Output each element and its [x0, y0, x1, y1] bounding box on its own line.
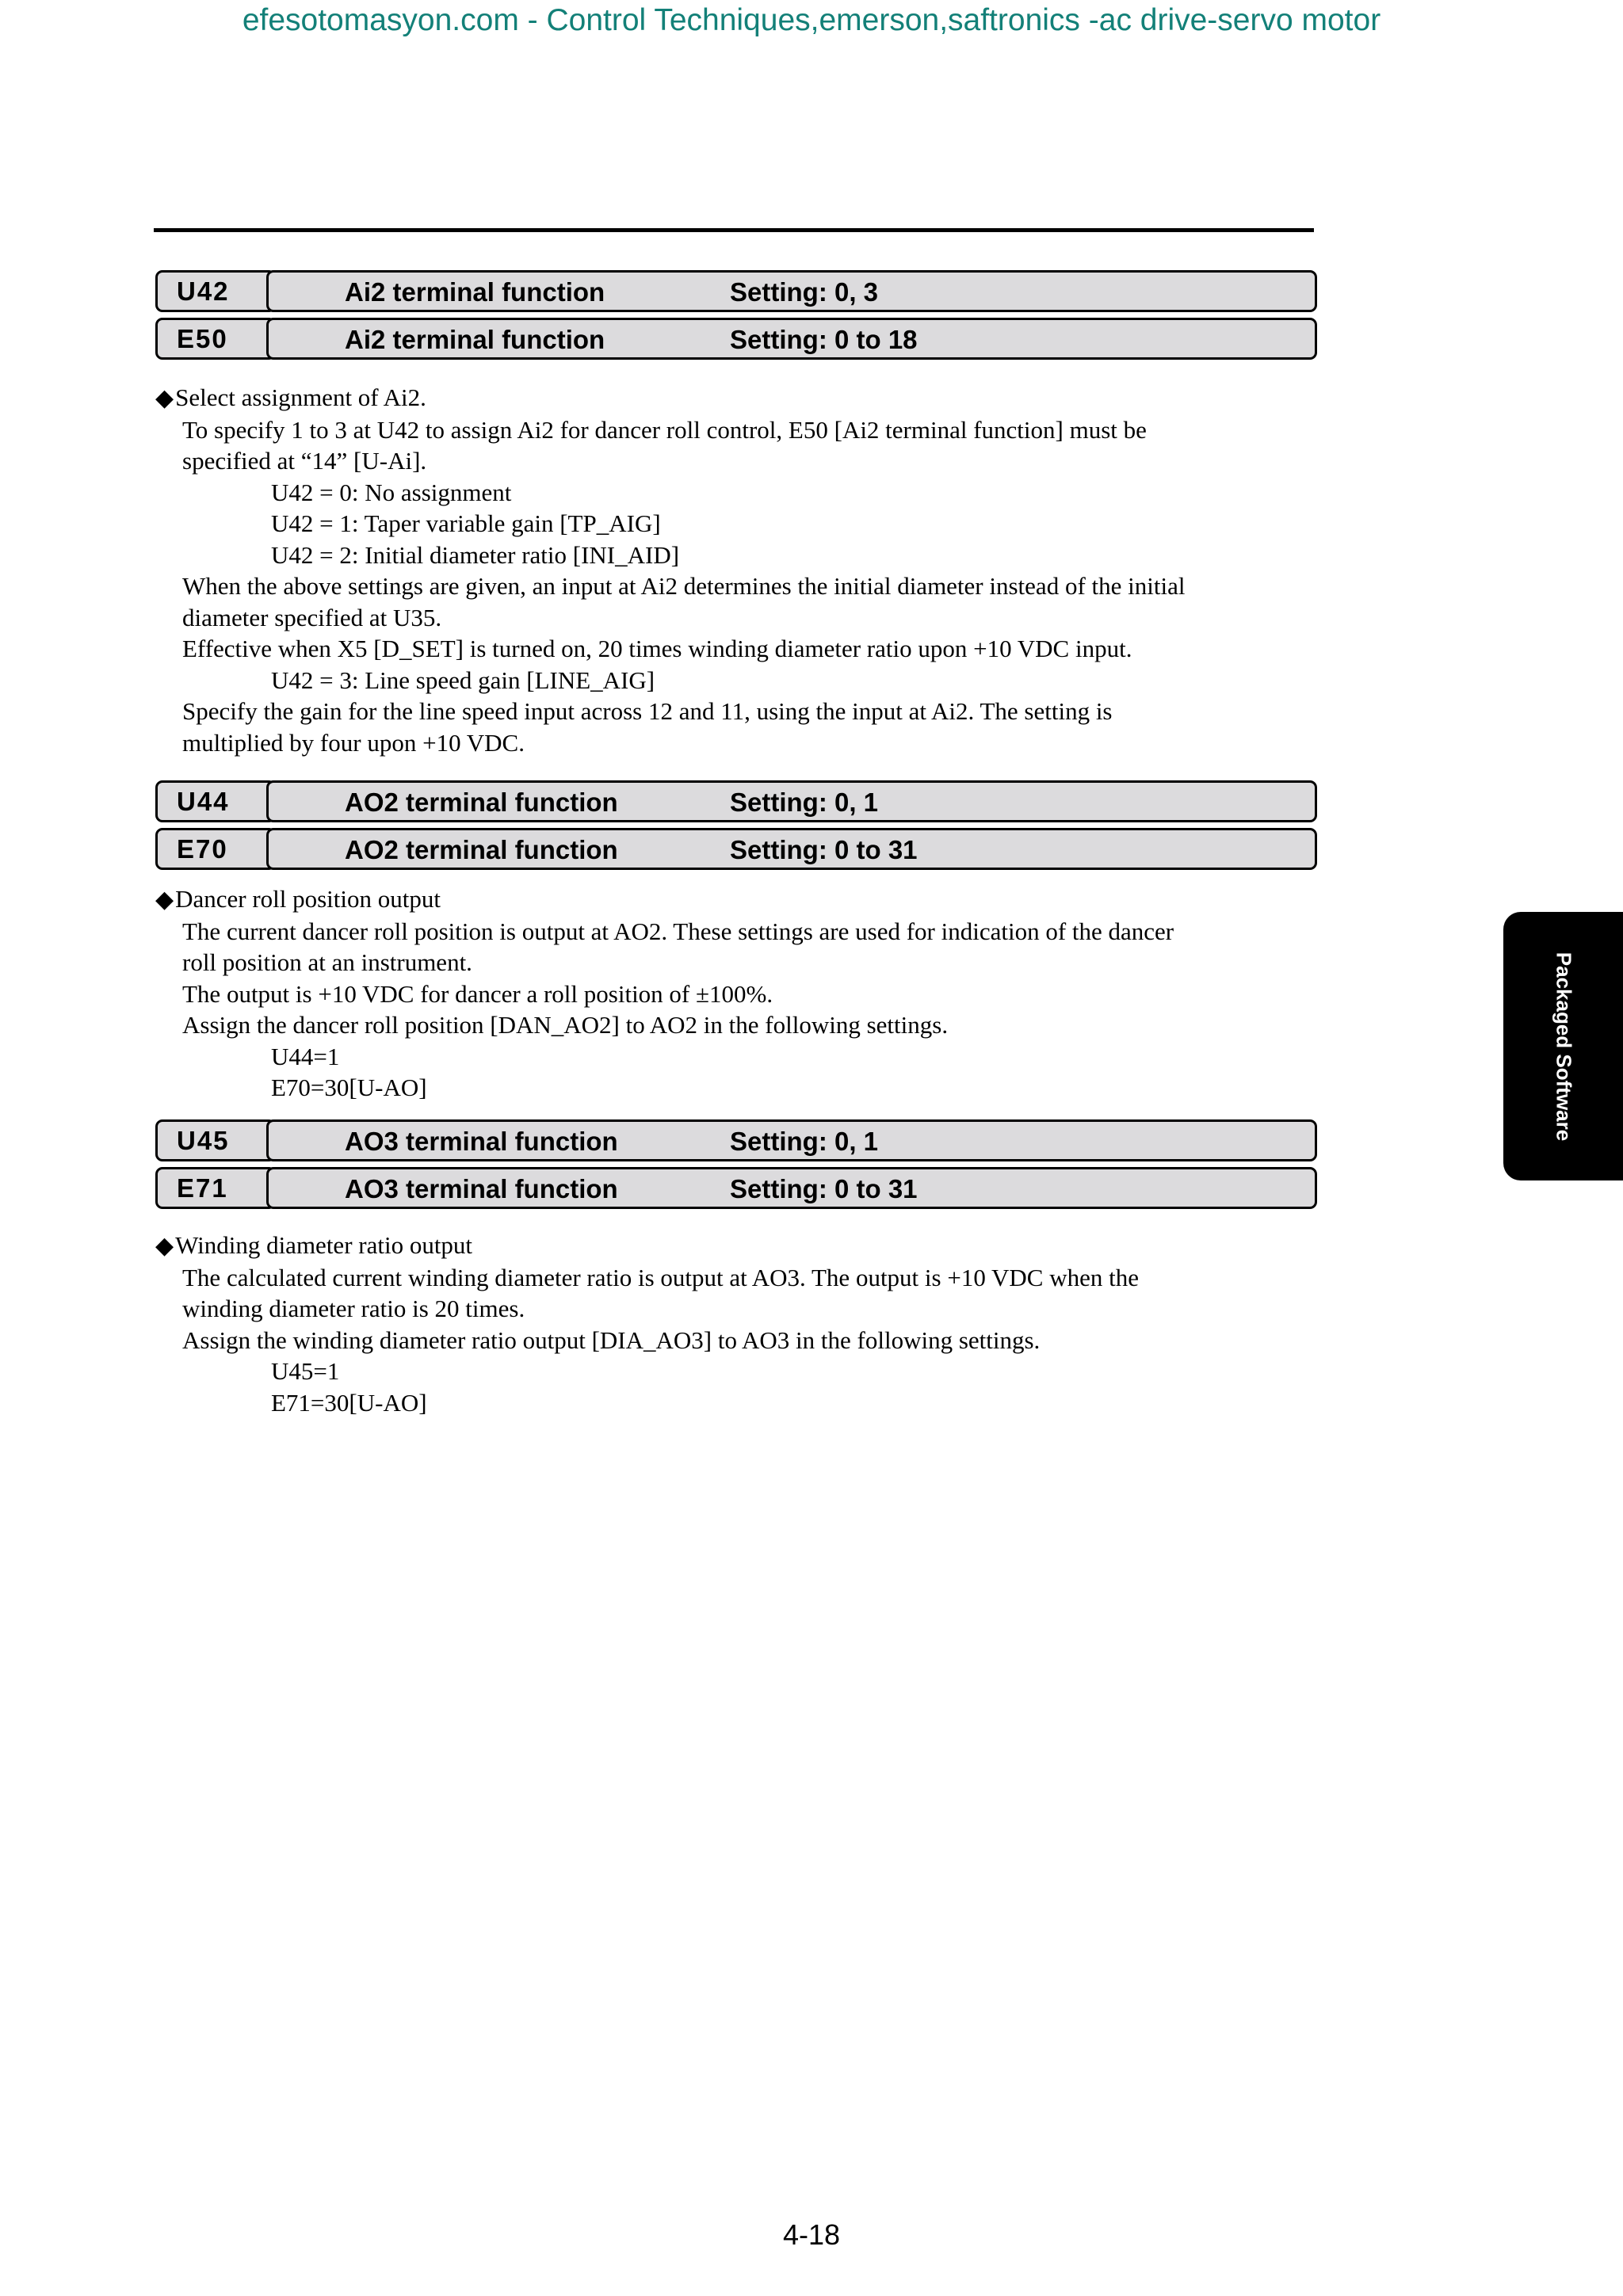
param-description-box	[266, 1119, 1317, 1161]
body-line: Assign the dancer roll position [DAN_AO2] to AO2 in the following settings.	[182, 1011, 949, 1039]
param-name: AO2 terminal function	[345, 835, 618, 864]
header-site-link: efesotomasyon.com - Control Techniques,emerson,saftronics -ac drive-servo motor	[242, 3, 1381, 37]
param-setting: Setting: 0 to 18	[730, 325, 918, 354]
param-name: AO2 terminal function	[345, 788, 618, 817]
param-name: AO3 terminal function	[345, 1127, 618, 1156]
top-rule-divider	[154, 228, 1314, 232]
param-row-e70	[155, 828, 1317, 870]
param-code: U45	[155, 1119, 276, 1161]
body-line: Effective when X5 [D_SET] is turned on, 20 times winding diameter ratio upon +10 VDC input.	[182, 635, 1132, 662]
section-ao3-text	[155, 1230, 1328, 1418]
param-name: Ai2 terminal function	[345, 277, 605, 307]
param-setting: Setting: 0, 1	[730, 788, 879, 817]
param-row-e71	[155, 1167, 1317, 1209]
body-line: diameter specified at U35.	[182, 603, 442, 631]
param-code: U44	[155, 780, 276, 822]
setting-line: U42 = 0: No assignment	[271, 478, 512, 506]
param-description-box	[266, 780, 1317, 822]
chapter-side-tab	[1503, 912, 1623, 1180]
setting-line: U45=1	[271, 1357, 340, 1385]
section-heading: ◆Dancer roll position output	[155, 885, 441, 913]
param-code: E50	[155, 318, 276, 360]
param-row-u45	[155, 1119, 1317, 1161]
diamond-bullet-icon: ◆	[155, 385, 174, 411]
param-code: E71	[155, 1167, 276, 1209]
body-line: specified at “14” [U-Ai].	[182, 447, 427, 475]
body-line: To specify 1 to 3 at U42 to assign Ai2 for dancer roll control, E50 [Ai2 terminal function] must be	[182, 415, 1147, 444]
section-heading: ◆Select assignment of Ai2.	[155, 383, 426, 411]
body-line: The output is +10 VDC for dancer a roll position of ±100%.	[182, 979, 773, 1008]
setting-line: U42 = 1: Taper variable gain [TP_AIG]	[271, 509, 661, 537]
body-line: roll position at an instrument.	[182, 948, 472, 976]
param-description-box	[266, 1167, 1317, 1209]
body-line: The calculated current winding diameter ratio is output at AO3. The output is +10 VDC when the	[182, 1263, 1139, 1291]
side-tab-label: Packaged Software	[1552, 952, 1575, 1141]
body-line: multiplied by four upon +10 VDC.	[182, 728, 525, 757]
section-ai2-text	[155, 382, 1328, 758]
body-line: The current dancer roll position is output at AO2. These settings are used for indication of the dancer	[182, 917, 1174, 945]
param-row-u44	[155, 780, 1317, 822]
param-row-u42	[155, 270, 1317, 312]
param-code: E70	[155, 828, 276, 870]
param-row-e50	[155, 318, 1317, 360]
setting-line: E71=30[U-AO]	[271, 1388, 427, 1417]
param-name: Ai2 terminal function	[345, 325, 605, 354]
param-description-box	[266, 270, 1317, 312]
body-line: When the above settings are given, an input at Ai2 determines the initial diameter instead of the initial	[182, 572, 1186, 600]
body-line: Assign the winding diameter ratio output [DIA_AO3] to AO3 in the following settings.	[182, 1325, 1041, 1354]
setting-line: E70=30[U-AO]	[271, 1074, 427, 1101]
page-number: 4-18	[782, 2218, 841, 2251]
body-line: winding diameter ratio is 20 times.	[182, 1295, 525, 1322]
param-setting: Setting: 0 to 31	[730, 835, 918, 864]
setting-line: U42 = 3: Line speed gain [LINE_AIG]	[271, 666, 655, 694]
param-code: U42	[155, 270, 276, 312]
param-setting: Setting: 0, 1	[730, 1127, 879, 1156]
setting-line: U44=1	[271, 1042, 340, 1070]
diamond-bullet-icon: ◆	[155, 1233, 174, 1259]
param-description-box	[266, 318, 1317, 360]
param-setting: Setting: 0 to 31	[730, 1174, 918, 1203]
param-setting: Setting: 0, 3	[730, 277, 879, 307]
setting-line: U42 = 2: Initial diameter ratio [INI_AID]	[271, 540, 680, 569]
section-heading: ◆Winding diameter ratio output	[155, 1231, 473, 1259]
param-description-box	[266, 828, 1317, 870]
diamond-bullet-icon: ◆	[155, 887, 174, 913]
body-line: Specify the gain for the line speed input across 12 and 11, using the input at Ai2. The setting is	[182, 697, 1113, 725]
param-name: AO3 terminal function	[345, 1174, 618, 1203]
section-ao2-text	[155, 883, 1328, 1104]
